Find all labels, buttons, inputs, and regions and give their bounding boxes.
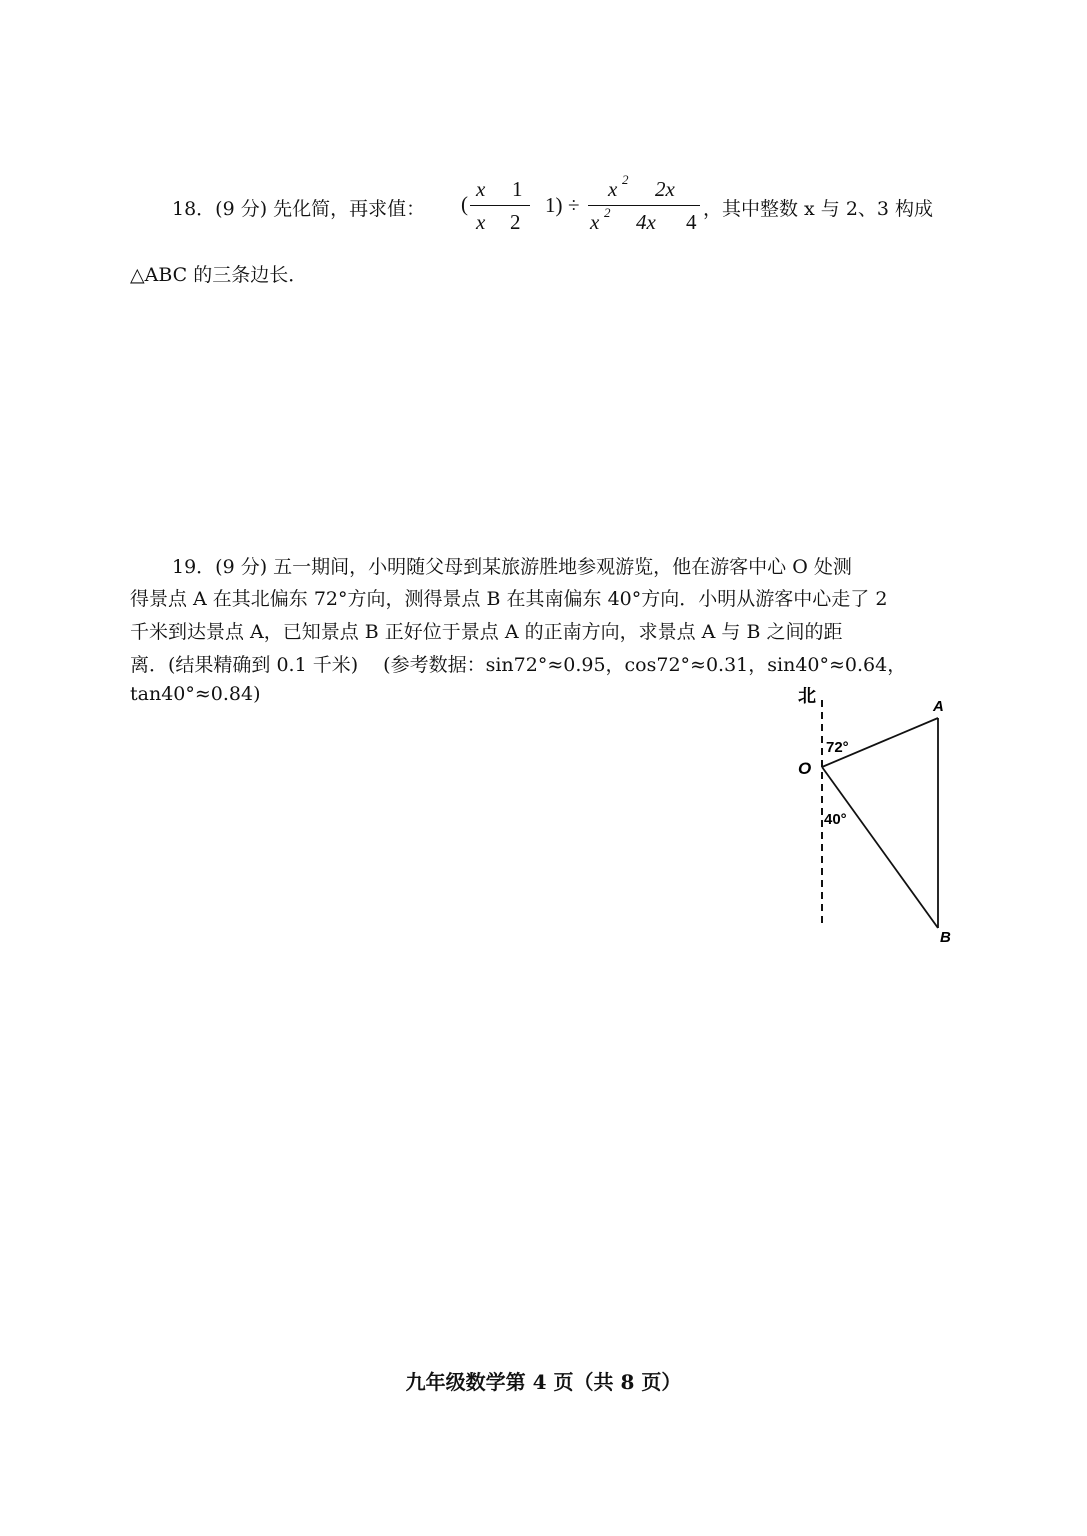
q18-frac2-den-exp: 2 (604, 205, 611, 220)
q18-frac2-den-4x: 4x (636, 210, 656, 234)
point-o-label: O (798, 759, 812, 778)
q18-frac2-den-4: 4 (686, 210, 697, 234)
q18-frac1-den-x: x (476, 210, 486, 234)
q18-close-part: 1) (545, 193, 563, 217)
q18-frac2-num-exp: 2 (622, 172, 629, 187)
angle-72-label: 72° (826, 739, 849, 756)
q19-line-5: tan40°≈0.84) (130, 683, 261, 705)
angle-40-label: 40° (824, 811, 847, 828)
q18-frac2-num-2x: 2x (655, 177, 675, 201)
q18-frac1-num-1: 1 (512, 177, 523, 201)
page-footer: 九年级数学第 4 页（共 8 页） (405, 1370, 682, 1394)
point-b-label: B (940, 929, 951, 946)
q18-open-paren: ( (461, 192, 468, 216)
q19-line-2: 得景点 A 在其北偏东 72°方向，测得景点 B 在其南偏东 40°方向．小明从游客中心走了 2 (130, 588, 888, 610)
q18-line-2: △ABC 的三条边长． (130, 264, 308, 286)
direction-figure (790, 678, 990, 958)
q18-frac1-bar (470, 205, 530, 206)
q18-frac1-den-2: 2 (510, 210, 521, 234)
q18-frac2-num-x: x (608, 177, 618, 201)
segment-ob (822, 767, 938, 928)
q18-suffix: ，其中整数 x 与 2、3 构成 (703, 198, 934, 220)
q18-frac1-num-x: x (476, 177, 486, 201)
q18-divide: ÷ (568, 193, 580, 217)
q18-frac2-den-x: x (590, 210, 600, 234)
q19-line-1: 19．(9 分) 五一期间，小明随父母到某旅游胜地参观游览，他在游客中心 O 处测 (172, 556, 852, 578)
q19-line-4: 离．(结果精确到 0.1 千米) (参考数据：sin72°≈0.95，cos72°≈0.31，sin40°≈0.64， (130, 654, 907, 676)
north-label: 北 (798, 686, 816, 706)
point-a-label: A (933, 698, 944, 715)
q19-line-3: 千米到达景点 A，已知景点 B 正好位于景点 A 的正南方向，求景点 A 与 B 之间的距 (130, 621, 843, 643)
q18-prefix: 18．(9 分) 先化简，再求值： (172, 198, 426, 220)
